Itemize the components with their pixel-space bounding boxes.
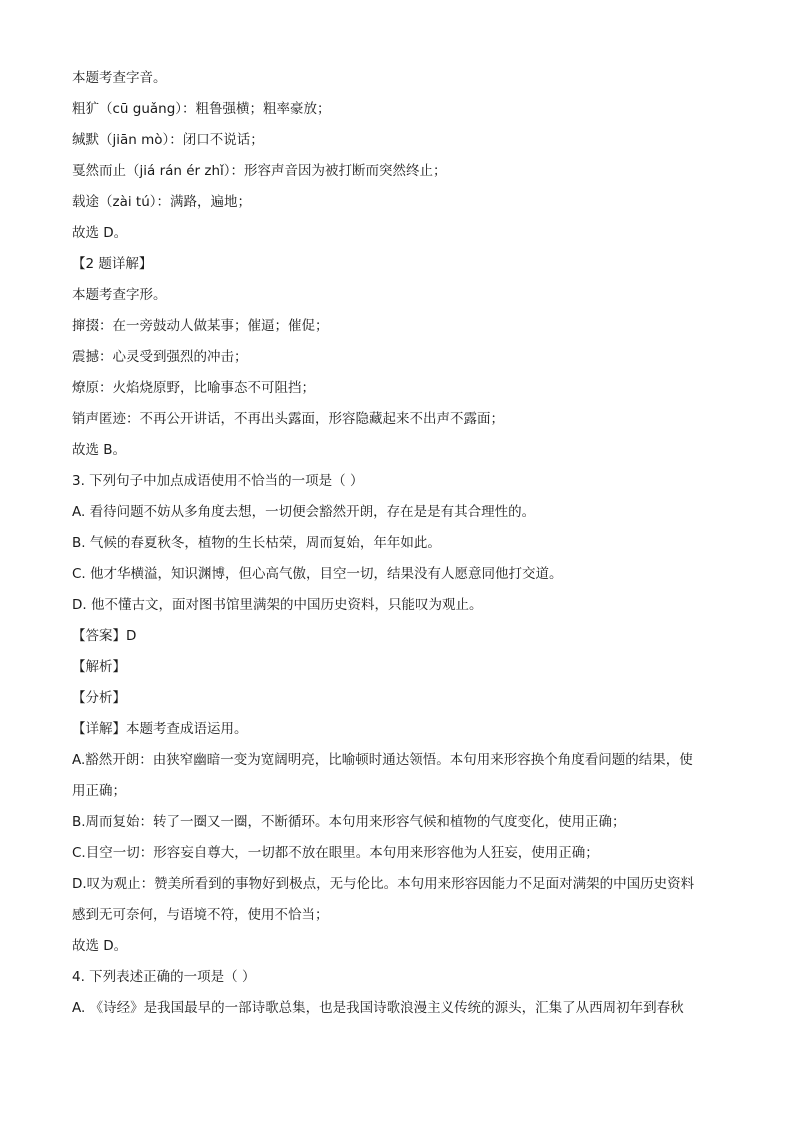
answer-label: 【答案】D	[72, 628, 137, 644]
text-line: D.叹为观止：赞美所看到的事物好到极点，无与伦比。本句用来形容因能力不足面对满架的中国历史资料	[72, 876, 695, 892]
question-option: B. 气候的春夏秋冬，植物的生长枯荣，周而复始，年年如此。	[72, 535, 441, 551]
text-line: 载途（zài tú）：满路，遍地；	[72, 194, 251, 210]
text-line: C.目空一切：形容妄自尊大，一切都不放在眼里。本句用来形容他为人狂妄，使用正确；	[72, 845, 599, 861]
question-option: A. 《诗经》是我国最早的一部诗歌总集，也是我国诗歌浪漫主义传统的源头，汇集了从西周初年到春秋	[72, 1000, 684, 1016]
text-line: 故选 B。	[72, 442, 127, 458]
text-line: 【详解】本题考查成语运用。	[72, 721, 248, 737]
text-line: 燎原：火焰烧原野，比喻事态不可阻挡；	[72, 380, 315, 396]
text-line: 故选 D。	[72, 225, 128, 241]
section-heading: 【2 题详解】	[72, 256, 153, 272]
text-line: 震撼：心灵受到强烈的冲击；	[72, 349, 248, 365]
question-stem: 4. 下列表述正确的一项是（ ）	[72, 969, 256, 985]
document-body	[72, 63, 722, 1024]
text-line: 用正确；	[72, 783, 126, 799]
text-line: 销声匿迹：不再公开讲话，不再出头露面，形容隐藏起来不出声不露面；	[72, 411, 504, 427]
text-line: 缄默（jiān mò）：闭口不说话；	[72, 132, 264, 148]
analysis-label: 【分析】	[72, 690, 126, 706]
question-option: C. 他才华横溢，知识渊博，但心高气傲，目空一切，结果没有人愿意同他打交道。	[72, 566, 563, 582]
text-line: 撺掇：在一旁鼓动人做某事；催逼；催促；	[72, 318, 329, 334]
text-line: 戛然而止（jiá rán ér zhǐ）：形容声音因为被打断而突然终止；	[72, 163, 447, 179]
analysis-label: 【解析】	[72, 659, 126, 675]
text-line: B.周而复始：转了一圈又一圈，不断循环。本句用来形容气候和植物的气度变化，使用正确；	[72, 814, 626, 830]
text-line: 故选 D。	[72, 938, 128, 954]
text-line: 本题考查字音。	[72, 70, 167, 86]
question-stem: 3. 下列句子中加点成语使用不恰当的一项是（ ）	[72, 473, 364, 489]
text-line: 本题考查字形。	[72, 287, 167, 303]
question-option: A. 看待问题不妨从多角度去想，一切便会豁然开朗，存在是是有其合理性的。	[72, 504, 536, 520]
text-line: A.豁然开朗：由狭窄幽暗一变为宽阔明亮，比喻顿时通达领悟。本句用来形容换个角度看问题的结果，使	[72, 752, 693, 768]
question-option: D. 他不懂古文，面对图书馆里满架的中国历史资料，只能叹为观止。	[72, 597, 483, 613]
text-line: 粗犷（cū guǎng）：粗鲁强横；粗率豪放；	[72, 101, 331, 117]
text-line: 感到无可奈何，与语境不符，使用不恰当；	[72, 907, 329, 923]
